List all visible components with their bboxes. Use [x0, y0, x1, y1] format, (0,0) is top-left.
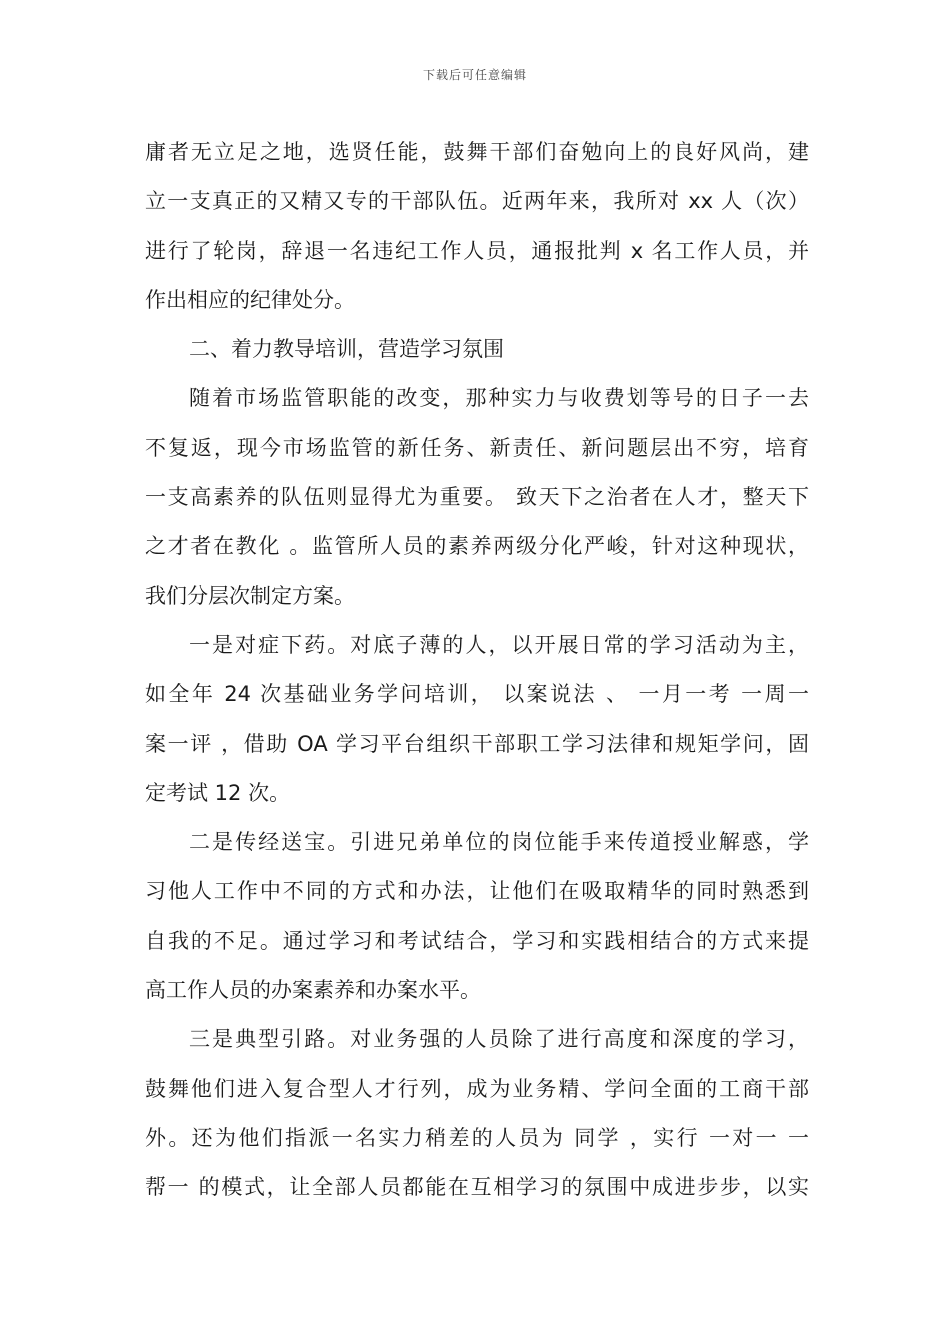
document-body: [145, 128, 809, 1213]
text-line: 二是传经送宝。引进兄弟单位的岗位能手来传道授业解惑，学: [189, 830, 809, 855]
text-line: 进行了轮岗，辞退一名违纪工作人员，通报批判 x 名工作人员，并: [145, 238, 809, 263]
text-line: 帮一 的模式，让全部人员都能在互相学习的氛围中成进步步，以实: [145, 1175, 809, 1200]
text-line: 鼓舞他们进入复合型人才行列，成为业务精、学问全面的工商干部: [145, 1076, 809, 1101]
text-line: 如全年 24 次基础业务学问培训， 以案说法 、 一月一考 一周一: [145, 682, 809, 707]
text-line: 作出相应的纪律处分。: [145, 287, 355, 312]
text-line: 不复返，现今市场监管的新任务、新责任、新问题层出不穷，培育: [145, 435, 809, 460]
text-line: 立一支真正的又精又专的干部队伍。近两年来，我所对 xx 人（次）: [145, 189, 809, 214]
text-line: 定考试 12 次。: [145, 780, 291, 805]
text-line: 案一评 ，借助 OA 学习平台组织干部职工学习法律和规矩学问，固: [145, 731, 809, 756]
text-line: 随着市场监管职能的改变，那种实力与收费划等号的日子一去: [189, 386, 809, 411]
text-line: 我们分层次制定方案。: [145, 583, 355, 608]
text-line: 高工作人员的办案素养和办案水平。: [145, 978, 481, 1003]
text-line: 一支高素养的队伍则显得尤为重要。 致天下之治者在人才，整天下: [145, 485, 809, 510]
text-line: 二、着力教导培训，营造学习氛围: [189, 337, 504, 362]
text-line: 一是对症下药。对底子薄的人，以开展日常的学习活动为主，: [189, 632, 809, 657]
text-line: 之才者在教化 。监管所人员的素养两级分化严峻，针对这种现状，: [145, 534, 809, 559]
page-header-note: 下载后可任意编辑: [422, 68, 527, 82]
text-line: 三是典型引路。对业务强的人员除了进行高度和深度的学习，: [189, 1027, 809, 1052]
text-line: 自我的不足。通过学习和考试结合，学习和实践相结合的方式来提: [145, 928, 809, 953]
text-line: 外。还为他们指派一名实力稍差的人员为 同学 ，实行 一对一 一: [145, 1125, 809, 1150]
text-line: 习他人工作中不同的方式和办法，让他们在吸取精华的同时熟悉到: [145, 879, 809, 904]
text-line: 庸者无立足之地，选贤任能，鼓舞干部们奋勉向上的良好风尚，建: [145, 140, 809, 164]
